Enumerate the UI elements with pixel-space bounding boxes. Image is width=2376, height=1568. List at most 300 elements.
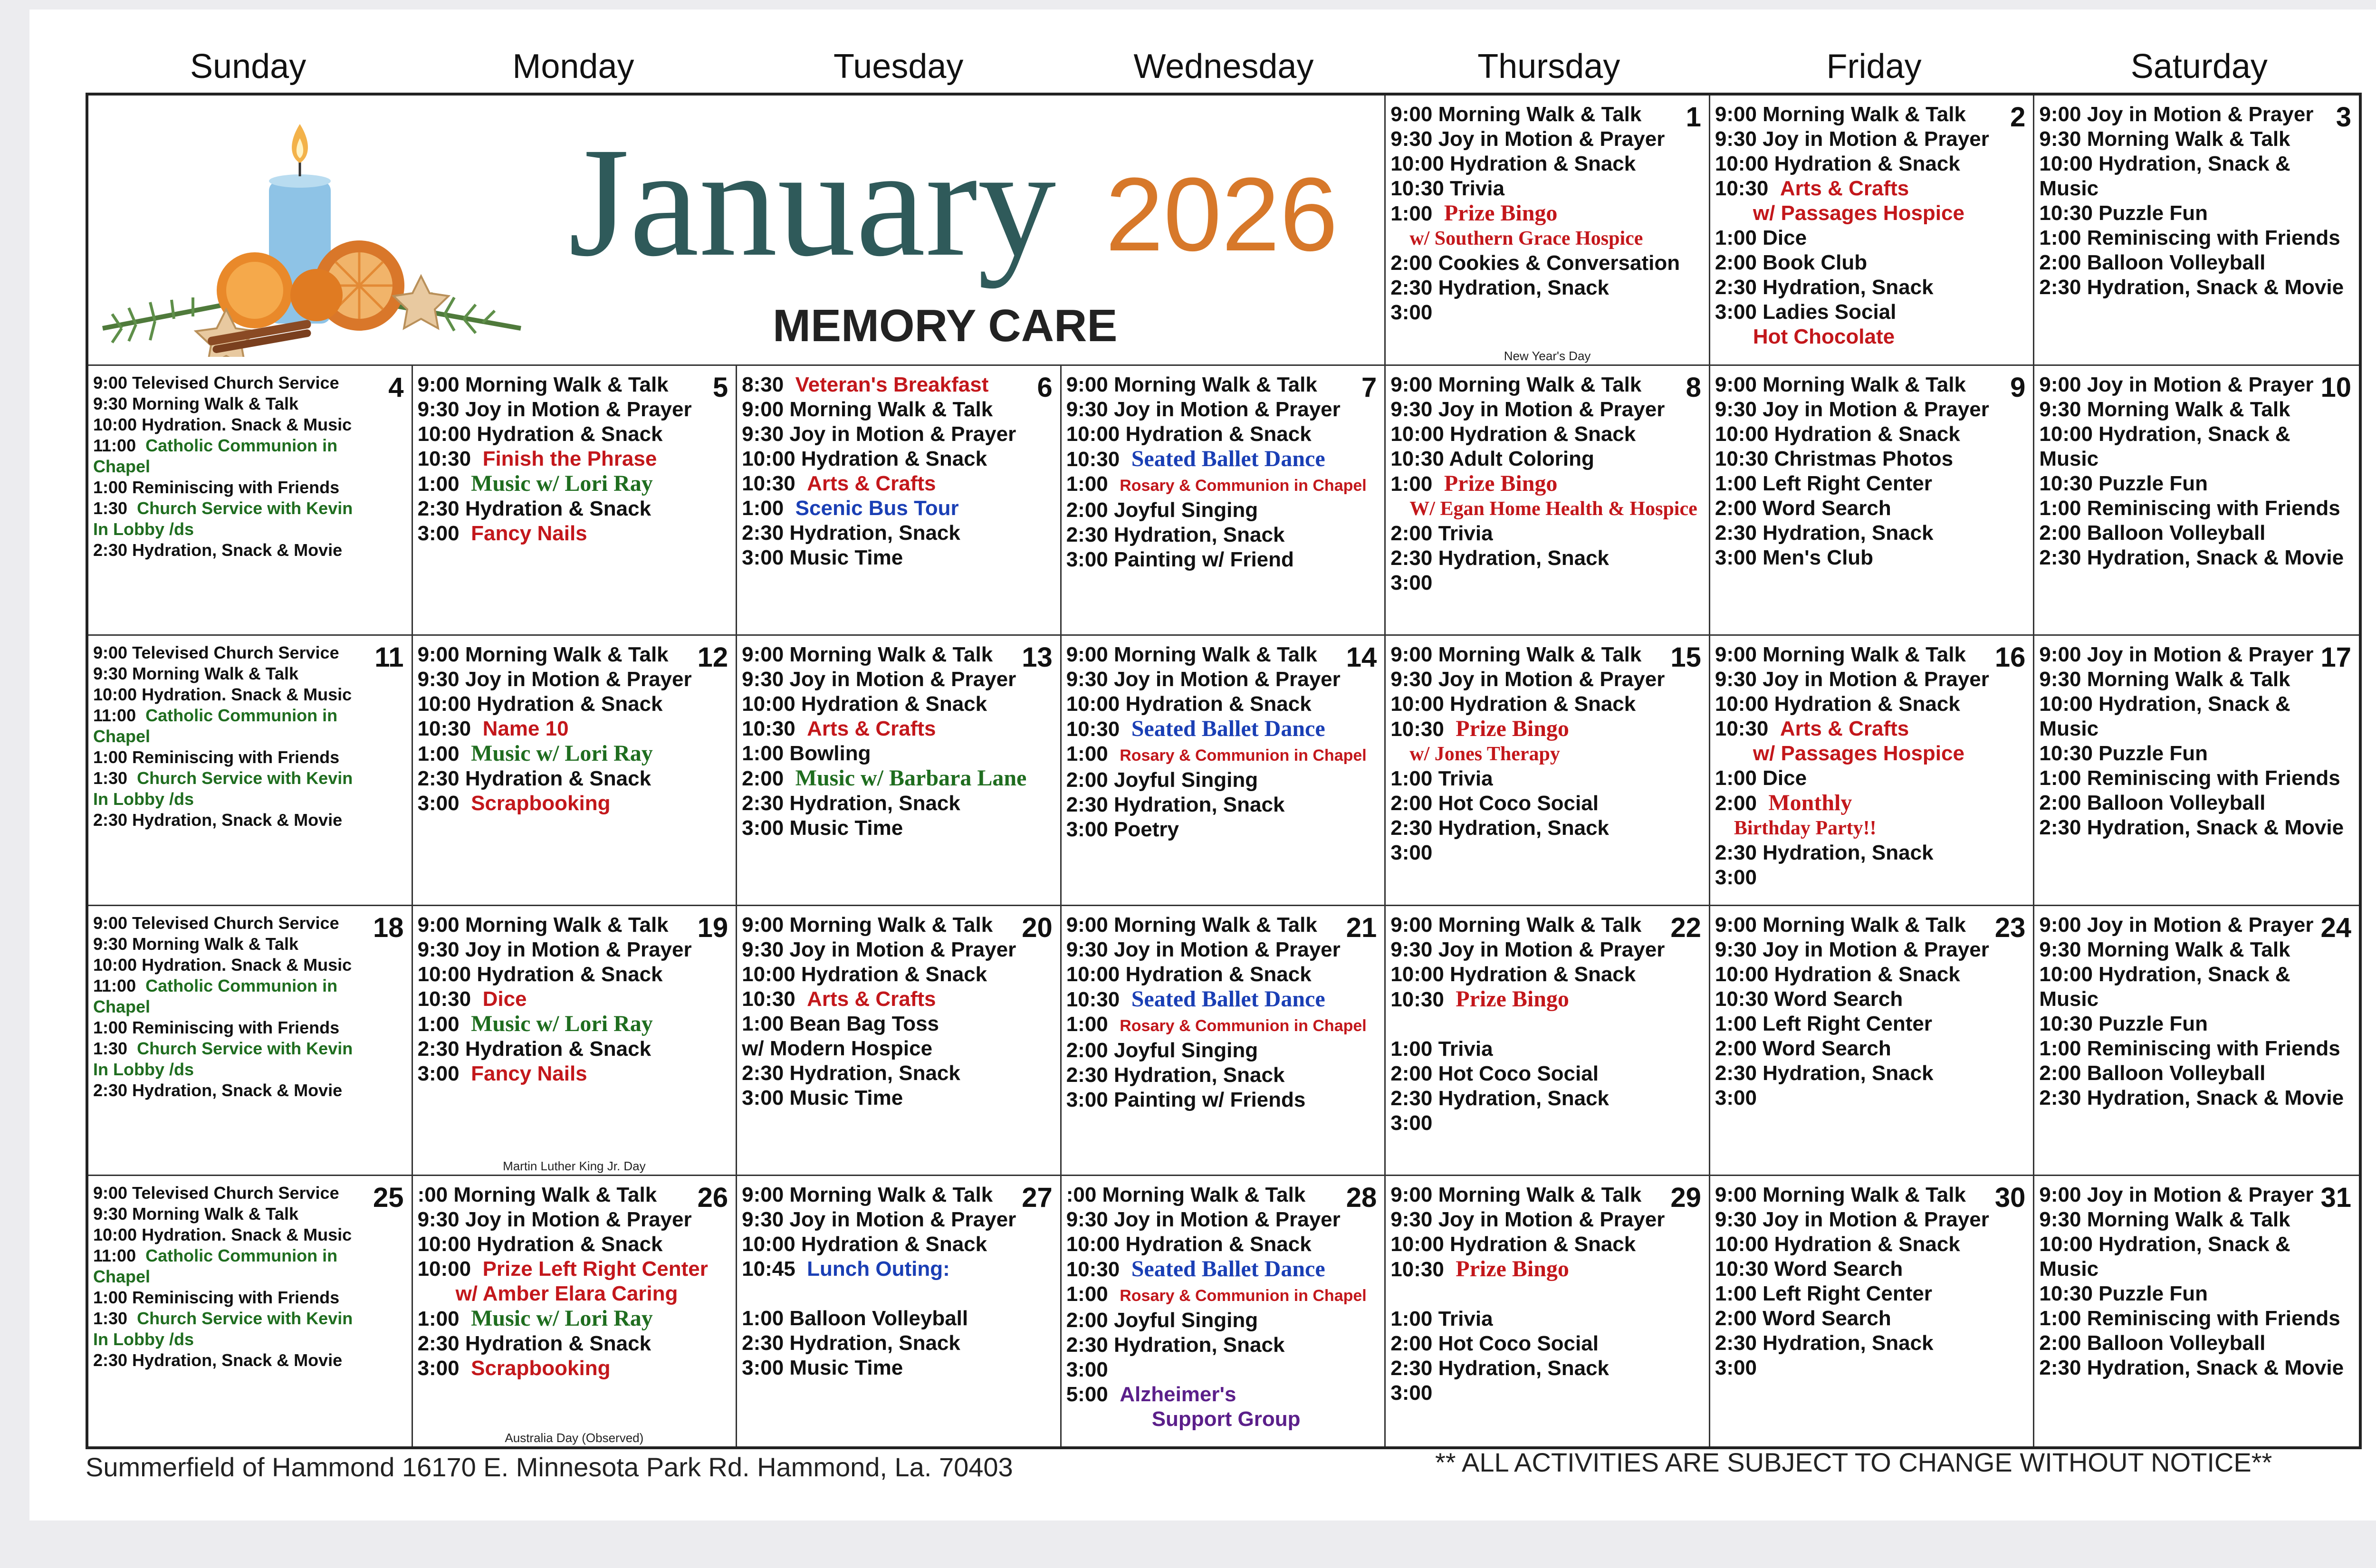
activity-time: Music — [2039, 717, 2099, 741]
activity-highlight: Music w/ Lori Ray — [471, 1306, 653, 1331]
activity-line — [742, 397, 1054, 422]
activity-highlight: Music w/ Lori Ray — [471, 470, 653, 496]
activity-line — [2039, 102, 2353, 127]
activity-line — [418, 1061, 730, 1086]
activity-line — [1390, 1086, 1703, 1111]
day-number: 30 — [1994, 1182, 2026, 1214]
activity-time: 9:00 Joy in Motion & Prayer — [2039, 913, 2314, 937]
activity-time: 9:30 Joy in Motion & Prayer — [1390, 668, 1665, 691]
activity-time: 9:00 Morning Walk & Talk — [1066, 373, 1317, 396]
activity-time: 9:30 Joy in Motion & Prayer — [1066, 668, 1341, 691]
activity-line — [1390, 571, 1703, 595]
activity-line — [418, 1012, 730, 1037]
activity-time: 2:30 Hydration, Snack — [1715, 841, 1934, 865]
activity-line — [742, 667, 1054, 692]
activity-time: Music — [2039, 177, 2099, 200]
activity-line — [2039, 1061, 2353, 1086]
activity-highlight: Rosary & Communion in Chapel — [1120, 746, 1367, 765]
activity-line — [1390, 1037, 1703, 1061]
activity-line — [418, 962, 730, 987]
activity-highlight: Scrapbooking — [471, 1357, 611, 1380]
activity-time: 11:00 — [93, 1246, 136, 1266]
activity-time: 11:00 — [93, 706, 136, 726]
activity-line — [742, 1331, 1054, 1356]
activity-time: 1:30 — [93, 1038, 128, 1058]
activity-line — [93, 1080, 406, 1101]
day-cell — [413, 636, 738, 906]
activity-line — [1390, 1183, 1703, 1207]
activity-highlight: Dice — [482, 987, 527, 1011]
activity-time: 9:00 Televised Church Service — [93, 913, 339, 933]
activity-line — [2039, 1012, 2353, 1036]
activity-time: 10:00 Hydration & Snack — [1715, 422, 1960, 446]
activity-line — [742, 717, 1054, 741]
activity-time: 10:00 Hydration & Snack — [1066, 422, 1312, 446]
activity-time: 10:30 — [1715, 717, 1769, 741]
activity-time: 9:30 Joy in Motion & Prayer — [1715, 1208, 1989, 1232]
activity-time: 3:00 — [1066, 1358, 1108, 1382]
activity-line — [93, 705, 406, 726]
activity-line — [742, 816, 1054, 841]
activity-time: :00 Morning Walk & Talk — [1066, 1183, 1306, 1207]
activity-time: 3:00 — [417, 521, 460, 545]
day-cell — [88, 906, 413, 1176]
activity-time: 2:30 Hydration, Snack — [1066, 1063, 1285, 1087]
activity-line — [1066, 397, 1379, 422]
activity-time: 9:00 Morning Walk & Talk — [742, 397, 993, 421]
activity-highlight: Fancy Nails — [471, 1061, 587, 1085]
activity-highlight: Church Service with Kevin — [137, 768, 353, 788]
activity-time: 2:00 Balloon Volleyball — [2039, 791, 2266, 815]
activity-time: 10:00 — [417, 1257, 471, 1281]
day-number: 28 — [1346, 1182, 1377, 1214]
activity-line — [2039, 422, 2353, 447]
activity-time: 9:00 Morning Walk & Talk — [742, 643, 993, 667]
activity-time: 1:00 — [417, 1012, 460, 1036]
activity-time: 2:00 Hot Coco Social — [1390, 792, 1599, 815]
activity-line — [418, 766, 730, 791]
activity-line: In Lobby /ds — [93, 519, 194, 539]
activity-line — [1390, 102, 1703, 127]
activity-line — [1715, 250, 2028, 275]
activity-time: 10:00 Hydration & Snack — [417, 962, 663, 986]
activity-highlight: Fancy Nails — [471, 521, 587, 545]
activity-line — [2039, 987, 2353, 1012]
activity-line — [742, 987, 1054, 1012]
day-cell — [413, 906, 738, 1176]
activity-highlight: Arts & Crafts — [807, 471, 936, 495]
activity-line: In Lobby /ds — [93, 1059, 194, 1079]
activity-time: 2:00 Cookies & Conversation — [1390, 251, 1680, 275]
day-number: 1 — [1686, 102, 1701, 133]
activity-time: 10:30 — [1066, 1258, 1120, 1281]
activity-time: 10:00 Hydration. Snack & Music — [93, 414, 352, 434]
activity-time: 1:00 Trivia — [1390, 1307, 1493, 1331]
activity-time: 9:30 Joy in Motion & Prayer — [1715, 668, 1989, 691]
activity-line — [2039, 373, 2353, 397]
day-cell — [88, 366, 413, 636]
activity-line — [1390, 152, 1703, 176]
activity-highlight: Prize Left Right Center — [482, 1257, 708, 1281]
day-number: 31 — [2320, 1182, 2351, 1214]
activity-line — [1066, 523, 1379, 547]
activity-line — [93, 1287, 406, 1308]
activity-line — [2039, 667, 2353, 692]
activity-highlight: Arts & Crafts — [807, 717, 936, 741]
activity-time: 2:30 Hydration, Snack — [1066, 523, 1285, 546]
activity-line — [742, 913, 1054, 937]
activity-time: 2:30 Hydration & Snack — [417, 1037, 651, 1061]
day-cell — [1386, 906, 1710, 1176]
activity-line — [1715, 300, 2028, 325]
activity-line — [1715, 275, 2028, 300]
activity-line — [93, 1204, 406, 1224]
activity-time: 2:00 Joyful Singing — [1066, 1309, 1258, 1332]
activity-highlight: Arts & Crafts — [1780, 717, 1909, 741]
activity-line — [1715, 102, 2028, 127]
activity-line — [93, 684, 406, 705]
activity-time: 2:30 Hydration, Snack & Movie — [2039, 1356, 2344, 1380]
activity-line — [1715, 447, 2028, 471]
activity-time: 2:00 — [1715, 792, 1757, 815]
day-cell — [1062, 1176, 1386, 1446]
activity-time: 2:30 Hydration, Snack — [742, 521, 960, 545]
activity-line — [1066, 1257, 1379, 1282]
activity-line — [742, 1086, 1054, 1110]
activity-highlight: Catholic Communion in — [145, 435, 338, 455]
activity-line — [1390, 546, 1703, 571]
activity-highlight: Music w/ Lori Ray — [471, 741, 653, 766]
activity-time: 9:00 Morning Walk & Talk — [1390, 103, 1642, 126]
activity-time: 9:00 Joy in Motion & Prayer — [2039, 643, 2314, 667]
activity-line — [742, 496, 1054, 521]
activity-line — [1066, 1063, 1379, 1088]
activity-time: 9:30 Joy in Motion & Prayer — [1715, 937, 1989, 961]
activity-time: 2:30 Hydration & Snack — [417, 497, 651, 520]
activity-time: 2:30 Hydration, Snack & Movie — [93, 540, 343, 560]
activity-line — [93, 1224, 406, 1245]
activity-time: 9:00 Joy in Motion & Prayer — [2039, 373, 2314, 396]
activity-line — [93, 1017, 406, 1038]
activity-time: 2:30 Hydration, Snack & Movie — [2039, 816, 2344, 840]
activity-line — [1715, 545, 2028, 570]
activity-time: 2:00 Word Search — [1715, 1307, 1891, 1330]
activity-time: 10:00 Hydration, Snack & — [2039, 422, 2290, 446]
activity-time: 2:30 Hydration & Snack — [417, 1332, 651, 1356]
activity-time: 10:00 Hydration. Snack & Music — [93, 685, 352, 705]
activity-line — [1390, 913, 1703, 937]
day-cell — [737, 636, 1062, 906]
activity-time: 10:00 Hydration. Snack & Music — [93, 1225, 352, 1245]
activity-time: 10:30 — [417, 447, 471, 470]
activity-line — [93, 373, 406, 393]
activity-time: 10:00 Hydration & Snack — [742, 962, 987, 986]
activity-highlight: Prize Bingo — [1456, 1256, 1569, 1282]
day-cell — [1062, 636, 1386, 906]
activity-line — [1715, 176, 2028, 201]
activity-time: 10:30 Word Search — [1715, 987, 1903, 1011]
activity-line — [93, 955, 406, 975]
activity-line — [1066, 1088, 1379, 1112]
activity-line — [1390, 1331, 1703, 1356]
activity-line — [2039, 201, 2353, 226]
activity-highlight: Catholic Communion in — [145, 1246, 338, 1266]
activity-line — [1390, 251, 1703, 276]
activity-line — [1715, 1207, 2028, 1232]
activity-time: 1:00 Trivia — [1390, 767, 1493, 791]
activity-time: 9:30 Joy in Motion & Prayer — [1390, 397, 1665, 421]
activity-line — [1390, 127, 1703, 152]
activity-line — [2039, 545, 2353, 570]
day-number: 12 — [697, 642, 728, 673]
activity-line — [2039, 1331, 2353, 1356]
activity-time: 3:00 — [417, 1357, 460, 1380]
activity-line: W/ Egan Home Health & Hospice — [1409, 497, 1697, 520]
activity-line: Support Group — [1151, 1407, 1301, 1431]
activity-line — [1715, 1331, 2028, 1356]
activity-time: 9:00 Morning Walk & Talk — [1066, 913, 1317, 937]
holiday-label: Martin Luther King Jr. Day — [503, 1159, 646, 1174]
activity-time: 1:00 Reminiscing with Friends — [2039, 1036, 2340, 1060]
activity-highlight: Prize Bingo — [1456, 716, 1569, 742]
activity-line — [1390, 816, 1703, 841]
activity-time: 10:00 Hydration & Snack — [1390, 962, 1636, 986]
day-cell — [413, 1176, 738, 1446]
activity-line — [2039, 692, 2353, 717]
day-cell — [737, 1176, 1062, 1446]
day-number: 17 — [2320, 642, 2351, 673]
activity-line — [742, 471, 1054, 496]
activity-line — [1715, 962, 2028, 987]
activity-highlight: Veteran's Breakfast — [795, 373, 989, 396]
activity-time: 3:00 Music Time — [742, 1086, 903, 1109]
day-number: 18 — [373, 912, 404, 943]
activity-line — [418, 471, 730, 497]
activity-highlight: Monthly — [1768, 790, 1852, 816]
activity-line — [418, 1207, 730, 1232]
calendar-grid — [86, 93, 2362, 1449]
activity-line — [93, 934, 406, 955]
activity-line: In Lobby /ds — [93, 789, 194, 809]
activity-line — [742, 741, 1054, 766]
activity-time: 1:30 — [93, 498, 128, 518]
day-cell — [1386, 96, 1710, 366]
activity-line — [1715, 1257, 2028, 1281]
activity-highlight: Prize Bingo — [1444, 470, 1558, 496]
activity-time: 10:30 — [417, 717, 471, 741]
activity-time: 2:00 Joyful Singing — [1066, 1038, 1258, 1062]
activity-line: w/ Southern Grace Hospice — [1409, 228, 1643, 249]
activity-line — [1066, 768, 1379, 793]
activity-time: 1:00 — [1066, 1282, 1108, 1306]
activity-line — [93, 1245, 406, 1266]
activity-line — [1066, 793, 1379, 817]
activity-highlight: Church Service with Kevin — [137, 1309, 353, 1329]
activity-time: 2:00 Book Club — [1715, 251, 1868, 274]
activity-line — [742, 791, 1054, 816]
activity-time: 9:30 Morning Walk & Talk — [2039, 668, 2290, 691]
activity-line — [742, 545, 1054, 570]
activity-line — [1715, 471, 2028, 496]
activity-time: 1:00 — [1390, 472, 1433, 496]
activity-highlight: Prize Bingo — [1444, 201, 1558, 226]
dayname-wednesday: Wednesday — [1133, 48, 1314, 86]
activity-time: 10:00 Hydration, Snack & — [2039, 152, 2290, 175]
activity-line — [418, 373, 730, 397]
activity-line — [742, 1257, 1054, 1281]
activity-time: 10:30 — [742, 717, 795, 741]
activity-line — [2039, 1281, 2353, 1306]
activity-time: 2:00 Trivia — [1390, 521, 1493, 545]
activity-time: 10:45 — [742, 1257, 795, 1281]
day-number: 23 — [1994, 912, 2026, 943]
activity-line — [2039, 815, 2353, 840]
activity-line — [2039, 521, 2353, 545]
activity-time: 9:30 Joy in Motion & Prayer — [1715, 127, 1989, 151]
activity-line — [1715, 791, 2028, 816]
activity-line — [418, 987, 730, 1012]
activity-line — [2039, 1183, 2353, 1207]
activity-time: 10:00 Hydration & Snack — [417, 692, 663, 716]
dayname-thursday: Thursday — [1477, 48, 1620, 86]
calendar-title-year: 2026 — [1105, 156, 1338, 273]
activity-line — [93, 477, 406, 498]
activity-time: 9:30 Joy in Motion & Prayer — [742, 668, 1016, 691]
activity-line — [93, 414, 406, 435]
activity-line — [1390, 471, 1703, 497]
activity-time: 9:30 Joy in Motion & Prayer — [417, 397, 692, 421]
day-number: 6 — [1037, 372, 1053, 403]
holiday-label: Australia Day (Observed) — [505, 1430, 644, 1445]
activity-time: 1:00 Left Right Center — [1715, 1012, 1933, 1035]
activity-time: 2:00 Balloon Volleyball — [2039, 251, 2266, 274]
activity-line — [93, 393, 406, 414]
activity-time: 10:00 Hydration. Snack & Music — [93, 955, 352, 975]
activity-line — [1066, 1358, 1379, 1382]
activity-time: 9:30 Joy in Motion & Prayer — [1390, 1208, 1665, 1232]
activity-time: 10:00 Hydration & Snack — [1066, 962, 1312, 986]
day-cell — [1062, 366, 1386, 636]
activity-time: 9:00 Morning Walk & Talk — [1390, 373, 1642, 396]
activity-time: 1:30 — [93, 1309, 128, 1329]
activity-line — [418, 447, 730, 471]
activity-line — [418, 422, 730, 447]
activity-time: 3:00 Ladies Social — [1715, 300, 1897, 324]
activity-time: 9:00 Morning Walk & Talk — [742, 913, 993, 937]
activity-highlight: Name 10 — [482, 717, 569, 741]
activity-line — [1715, 1356, 2028, 1380]
activity-highlight: Seated Ballet Dance — [1131, 1256, 1325, 1282]
activity-line — [1390, 1232, 1703, 1257]
activity-line — [742, 422, 1054, 447]
activity-highlight: Arts & Crafts — [807, 987, 936, 1011]
activity-line — [418, 521, 730, 546]
activity-line — [742, 447, 1054, 471]
activity-time: 10:30 Puzzle Fun — [2039, 1012, 2208, 1035]
activity-time: 2:00 Balloon Volleyball — [2039, 1061, 2266, 1085]
activity-time: 9:00 Joy in Motion & Prayer — [2039, 1183, 2314, 1207]
activity-line — [1066, 913, 1379, 937]
activity-highlight: Church Service with Kevin — [137, 1038, 353, 1058]
activity-line: Birthday Party!! — [1734, 817, 1877, 840]
activity-time: 9:30 Joy in Motion & Prayer — [742, 937, 1016, 961]
activity-time: 1:00 — [1390, 202, 1433, 225]
activity-line — [418, 497, 730, 521]
activity-line — [1715, 913, 2028, 937]
activity-line — [742, 1061, 1054, 1086]
activity-line — [93, 975, 406, 996]
activity-line — [93, 913, 406, 934]
activity-line — [1715, 717, 2028, 741]
activity-time: 10:30 — [417, 987, 471, 1011]
activity-line — [93, 435, 406, 456]
day-number: 29 — [1670, 1182, 1701, 1214]
activity-time: 9:30 Morning Walk & Talk — [2039, 127, 2290, 151]
activity-time: 9:30 Morning Walk & Talk — [2039, 937, 2290, 961]
activity-time: 10:30 — [742, 471, 795, 495]
activity-time: 2:00 Joyful Singing — [1066, 498, 1258, 522]
activity-line — [1066, 1232, 1379, 1257]
activity-line — [742, 642, 1054, 667]
activity-line — [1715, 865, 2028, 890]
activity-time: 2:30 Hydration, Snack — [1715, 521, 1934, 545]
activity-line — [2039, 1306, 2353, 1331]
activity-line: w/ Modern Hospice — [742, 1036, 933, 1060]
activity-time: :00 Morning Walk & Talk — [417, 1183, 657, 1207]
activity-time: 3:00 — [1390, 1381, 1433, 1405]
activity-time: 2:30 Hydration, Snack — [742, 1061, 960, 1085]
activity-time: 2:30 Hydration, Snack — [1390, 816, 1610, 840]
day-cell — [2034, 636, 2359, 906]
activity-time: 9:30 Joy in Motion & Prayer — [417, 668, 692, 691]
activity-line — [1066, 447, 1379, 472]
activity-line — [2039, 152, 2353, 176]
activity-time: 9:30 Morning Walk & Talk — [93, 664, 299, 684]
activity-time: 3:00 — [1390, 571, 1433, 594]
activity-time: 1:30 — [93, 768, 128, 788]
activity-line — [1715, 692, 2028, 717]
activity-line — [1390, 1381, 1703, 1405]
activity-line — [1715, 521, 2028, 545]
activity-time: Music — [2039, 1257, 2099, 1281]
activity-line — [2039, 1232, 2353, 1257]
activity-time: 2:30 Hydration, Snack & Movie — [2039, 545, 2344, 569]
activity-time: 1:00 — [742, 496, 784, 520]
activity-line — [742, 1207, 1054, 1232]
activity-time: 10:30 — [1066, 987, 1120, 1011]
activity-line — [1715, 226, 2028, 250]
activity-time: 9:00 Televised Church Service — [93, 1183, 339, 1203]
activity-time: 3:00 Painting w/ Friend — [1066, 547, 1294, 571]
activity-time: 9:30 Joy in Motion & Prayer — [742, 1208, 1016, 1232]
activity-highlight: Prize Bingo — [1456, 986, 1569, 1012]
activity-time: 10:30 — [1066, 447, 1120, 471]
activity-time: 10:00 Hydration, Snack & — [2039, 962, 2290, 986]
activity-line — [1066, 373, 1379, 397]
activity-time: 9:00 Morning Walk & Talk — [742, 1183, 993, 1207]
activity-time: 9:00 Televised Church Service — [93, 373, 339, 392]
activity-time: 1:00 Reminiscing with Friends — [2039, 766, 2340, 790]
activity-line: w/ Jones Therapy — [1409, 743, 1560, 765]
activity-line — [1715, 766, 2028, 791]
activity-time: 2:00 Hot Coco Social — [1390, 1061, 1599, 1085]
day-number: 4 — [388, 372, 404, 403]
activity-line: w/ Passages Hospice — [1753, 201, 1964, 225]
activity-time: 9:30 Joy in Motion & Prayer — [1066, 1208, 1341, 1232]
activity-line — [1066, 472, 1379, 498]
activity-time: 10:00 Hydration & Snack — [742, 1233, 987, 1256]
activity-time: 2:00 Joyful Singing — [1066, 768, 1258, 792]
